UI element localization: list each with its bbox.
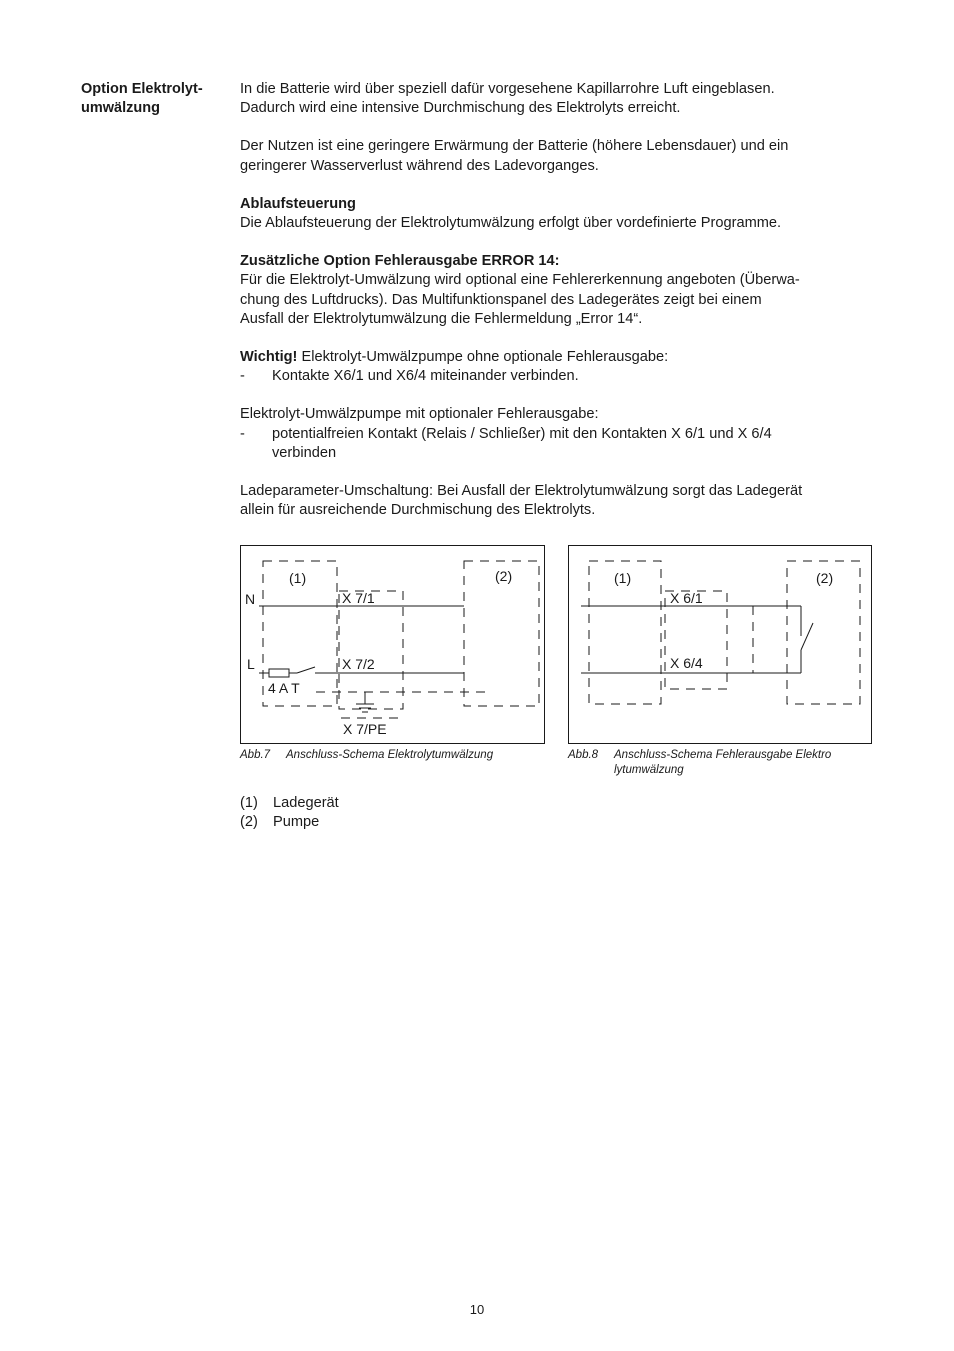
legend-key: (1)	[240, 795, 258, 811]
contact-switch	[801, 623, 813, 650]
option-bullet-text	[272, 425, 772, 463]
legend-key: (2)	[240, 814, 258, 831]
wichtig-bullet	[240, 367, 872, 386]
ablauf-text: Die Ablaufsteuerung der Elektrolytumwälzung erfolgt über vordefinierte Programme.	[240, 215, 782, 232]
umschaltung-paragraph	[240, 482, 872, 520]
ablauf-heading: Ablaufsteuerung	[240, 195, 356, 212]
section-heading	[81, 80, 231, 118]
figure-7-caption-text: Anschluss-Schema Elektrolytumwälzung	[286, 749, 494, 761]
fig8-x64-label: X 6/4	[670, 655, 703, 671]
wichtig-line	[240, 348, 872, 367]
figure-8-caption-line-1: Anschluss-Schema Fehlerausgabe Elektro	[614, 749, 832, 761]
option-bullet-line-1: potentialfreien Kontakt (Relais / Schließer) mit den Kontakten X 6/1 und X 6/4	[272, 425, 772, 442]
figure-7-diagram	[240, 545, 545, 744]
fig7-pump-label: (2)	[495, 568, 513, 584]
section-heading-line-1: Option Elektrolyt-	[81, 81, 203, 97]
wiring-diagram-abb8	[569, 546, 871, 743]
wiring-diagram-abb7	[241, 546, 544, 743]
ablauf-paragraph	[240, 195, 872, 233]
figure-7-caption	[240, 748, 545, 763]
fig8-charger-label: (1)	[614, 570, 632, 586]
error-line-1: Für die Elektrolyt-Umwälzung wird optional eine Fehlererkennung angeboten (Überwa-	[240, 272, 800, 289]
legend-label: Pumpe	[273, 814, 320, 831]
fig7-x72-label: X 7/2	[342, 656, 375, 672]
fuse-switch	[297, 667, 315, 673]
umschaltung-line-2: allein für ausreichende Durchmischung des Elektrolyts.	[240, 502, 596, 519]
fig8-pump-label: (2)	[816, 570, 834, 586]
figure-8	[568, 545, 872, 778]
figure-8-caption-text	[614, 748, 831, 778]
fig7-charger-label: (1)	[289, 570, 307, 586]
figure-8-caption	[568, 748, 872, 778]
fig7-n-label: N	[245, 591, 256, 607]
page-number: 10	[469, 1302, 485, 1317]
wichtig-label: Wichtig!	[240, 349, 298, 366]
umschaltung-line-1: Ladeparameter-Umschaltung: Bei Ausfall der Elektrolytumwälzung sorgt das Ladegerät	[240, 483, 803, 500]
figure-7	[240, 545, 545, 763]
fuse-symbol	[269, 669, 289, 677]
error-paragraph	[240, 252, 872, 329]
section-heading-line-2: umwälzung	[81, 100, 160, 116]
bullet-dash: -	[240, 368, 245, 385]
figure-8-caption-line-2: lytumwälzung	[614, 764, 684, 776]
legend-item	[240, 794, 339, 813]
wichtig-paragraph	[240, 348, 872, 386]
benefit-paragraph	[240, 137, 872, 175]
fig8-x61-label: X 6/1	[670, 590, 703, 606]
benefit-line-1: Der Nutzen ist eine geringere Erwärmung der Batterie (höhere Lebensdauer) und ein	[240, 138, 789, 155]
intro-paragraph	[240, 80, 872, 118]
option-bullet	[240, 425, 872, 463]
figure-7-number: Abb.7	[240, 749, 271, 761]
fig7-l-label: L	[247, 656, 255, 672]
fig7-fuse-label: 4 A T	[268, 680, 300, 696]
error-line-3: Ausfall der Elektrolytumwälzung die Fehlermeldung „Error 14“.	[240, 310, 643, 327]
error-heading: Zusätzliche Option Fehlerausgabe ERROR 14:	[240, 253, 560, 270]
fig7-x71-label: X 7/1	[342, 590, 375, 606]
wichtig-text: Elektrolyt-Umwälzpumpe ohne optionale Fehlerausgabe:	[297, 349, 669, 366]
intro-line-2: Dadurch wird eine intensive Durchmischung des Elektrolyts erreicht.	[240, 100, 681, 117]
legend-item	[240, 813, 339, 832]
bullet-dash: -	[240, 425, 245, 442]
benefit-line-2: geringerer Wasserverlust während des Ladevorganges.	[240, 157, 599, 174]
figure-8-diagram	[568, 545, 872, 744]
legend-label: Ladegerät	[273, 795, 339, 811]
option-paragraph	[240, 405, 872, 463]
error-line-2: chung des Luftdrucks). Das Multifunktionspanel des Ladegerätes zeigt bei einem	[240, 291, 762, 308]
option-bullet-line-2: verbinden	[272, 444, 337, 461]
main-text	[240, 80, 872, 539]
intro-line-1: In die Batterie wird über speziell dafür vorgesehene Kapillarrohre Luft eingeblasen.	[240, 81, 775, 97]
terminal-box	[339, 591, 403, 709]
wichtig-bullet-text: Kontakte X6/1 und X6/4 miteinander verbinden.	[272, 368, 579, 385]
option-text: Elektrolyt-Umwälzpumpe mit optionaler Fehlerausgabe:	[240, 406, 599, 423]
figure-8-number: Abb.8	[568, 749, 599, 761]
fig7-x7pe-label: X 7/PE	[343, 721, 387, 737]
figure-legend	[240, 794, 339, 832]
